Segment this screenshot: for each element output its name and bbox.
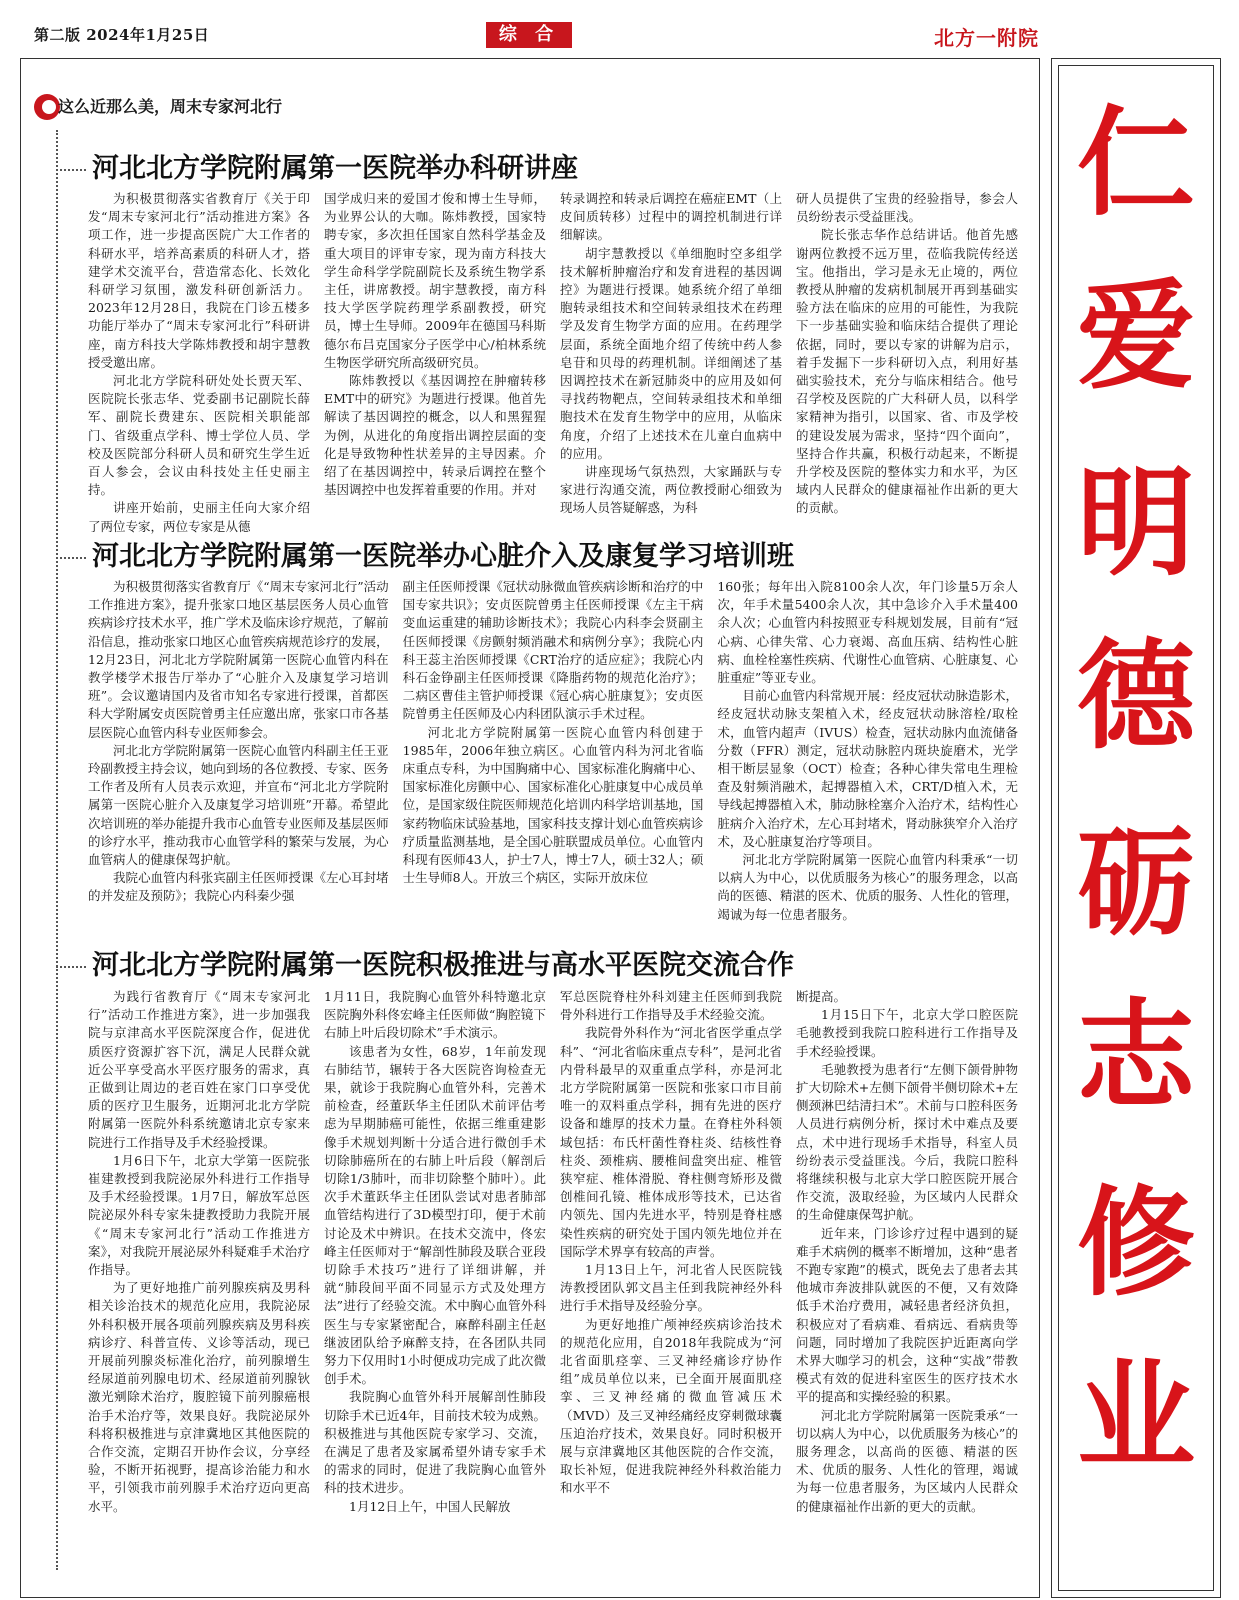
paragraph: 军总医院脊柱外科刘建主任医师到我院骨外科进行工作指导及手术经验交流。 <box>560 989 782 1023</box>
paragraph: 讲座开始前，史丽主任向大家介绍了两位专家，两位专家是从德 <box>88 500 310 534</box>
paragraph: 国学成归来的爱国才俊和博士生导师，为业界公认的大咖。陈炜教授，国家特聘专家，多次担任国家自然科学基金及重大项目的评审专家，现为南方科技大学生命科学学院副院长及系统生物学系主任，讲席教授。胡宇慧教授，南方科技大学医学院药理学系副教授，研究员，博士生导师。2009年在德国马科斯德尔布吕克国家分子医学中心/柏林系统生物医学研究所高级研究员。 <box>324 191 546 370</box>
paragraph: 胡宇慧教授以《单细胞时空多组学技术解析肿瘤治疗和发育进程的基因调控》为题进行授课。她系统介绍了单细胞转录组技术和空间转录组技术在药理学及发育生物学方面的应用。在药理学层面，系统全面地介绍了传统中药人参皂苷和贝母的药理机制。详细阐述了基因调控技术在新冠肺炎中的应用及如何寻找药物靶点，空间转录组技术和单细胞技术在发育生物学中的应用，从临床角度，介绍了上述技术在儿童白血病中的应用。 <box>560 245 782 461</box>
paragraph: 我院胸心血管外科开展解剖性肺段切除手术已近4年，目前技术较为成熟。积极推进与其他医院专家学习、交流，在满足了患者及家属希望外请专家手术的需求的同时，促进了我院胸心血管外科的技术进步。 <box>324 1389 546 1496</box>
paragraph: 副主任医师授课《冠状动脉微血管疾病诊断和治疗的中国专家共识》；安贞医院曾勇主任医师授课《左主干病变血运重建的辅助诊断技术》；我院心内科李会贤副主任医师授课《房颤射频消融术和病例分享》；我院心内科王蕊主治医师授课《CRT治疗的适应症》；我院心内科石金铮副主任医师授课《降脂药物的规范化治疗》；二病区曹佳主管护师授课《冠心病心脏康复》；安贞医院曾勇主任医师及心内科团队演示手术过程。 <box>402 579 704 722</box>
paragraph: 该患者为女性，68岁，1年前发现右肺结节，辗转于各大医院咨询检查无果，就诊于我院胸心血管外科，完善术前检查，经董跃华主任团队术前评估考虑为早期肺癌可能性，依据三维重建影像手术规划判断十分适合进行微创手术切除肺癌所在的右肺上叶后段（解剖后切除1/3肺叶，而非切除整个肺叶）。此次手术董跃华主任团队尝试对患者肺部血管结构进行了3D模型打印，便于术前讨论及术中辨识。在技术交流中，佟宏峰主任医师对于“解剖性肺段及联合亚段切除手术技巧”进行了详细讲解，并就“肺段间平面不同显示方式及处理方法”进行了经验交流。术中胸心血管外科医生与专家紧密配合，麻醉科副主任赵继波团队给予麻醉支持，在各团队共同努力下仅用时1小时便成功完成了此次微创手术。 <box>324 1043 546 1387</box>
paragraph: 讲座现场气氛热烈，大家踊跃与专家进行沟通交流，两位教授耐心细致为现场人员答疑解惑，为科 <box>560 464 782 516</box>
masthead <box>0 0 1239 56</box>
paragraph: 研人员提供了宝贵的经验指导，参会人员纷纷表示受益匪浅。 <box>796 191 1018 225</box>
section-label: 综 合 <box>486 22 572 48</box>
column-logo-icon <box>34 94 60 120</box>
slogan-panel <box>1051 58 1221 1598</box>
article-1-headline: 河北北方学院附属第一医院举办科研讲座 <box>56 146 578 185</box>
paragraph: 目前心血管内科常规开展：经皮冠状动脉造影术，经皮冠状动脉支架植入术，经皮冠状动脉溶栓/取栓术，血管内超声（IVUS）检查，冠状动脉内血流储备分数（FFR）测定，冠状动脉腔内斑块旋磨术，光学相干断层显象（OCT）检查；各种心律失常电生理检查及射频消融术，起搏器植入术，CRT/D植入术，无导线起搏器植入术，肺动脉栓塞介入治疗术，结构性心脏病介入治疗术，左心耳封堵术，肾动脉狭窄介入治疗术，及心脏康复治疗等项目。 <box>717 688 1019 849</box>
article-column <box>324 190 546 522</box>
paragraph: 为积极贯彻落实省教育厅《“周末专家河北行”活动工作推进方案》，提升张家口地区基层医务人员心血管疾病诊疗技术水平，推广学术及临床诊疗规范，了解前沿信息，推动张家口地区心血管疾病规范诊疗的发展，12月23日，河北北方学院附属第一医院心血管内科在教学楼学术报告厅举办了“心脏介入及康复学习培训班”。会议邀请国内及省市知名专家进行授课，首都医科大学附属安贞医院曾勇主任应邀出席，张家口市各基层医院心血管内科专业医师参会。 <box>88 579 389 740</box>
paragraph: 河北北方学院附属第一医院秉承“一切以病人为中心，以优质服务为核心”的服务理念，以高尚的医德、精湛的医术、优质的服务、人性化的管理，竭诚为每一位患者服务，为区域内人民群众的健康福祉作出新的更大的贡献。 <box>796 1407 1018 1514</box>
slogan-char: 砺 <box>1076 814 1195 952</box>
slogan-char: 爱 <box>1076 267 1195 405</box>
article-2-body <box>88 578 1018 932</box>
paragraph: 1月15日下午，北京大学口腔医院毛驰教授到我院口腔科进行工作指导及手术经验授课。 <box>796 1007 1018 1059</box>
article-3-headline: 河北北方学院附属第一医院积极推进与高水平医院交流合作 <box>56 943 794 982</box>
paragraph: 近年来，门诊诊疗过程中遇到的疑难手术病例的概率不断增加，这种“患者不跑专家跑”的模式，既免去了患者去其他城市奔波排队就医的不便，又有效降低手术治疗费用，减轻患者经济负担，积极应对了看病难、看病远、看病贵等问题，同时增加了我院医护近距离向学术界大咖学习的机会，这种“实战”带教模式有效的促进科室医生的医疗技术水平的提高和实操经验的积累。 <box>796 1225 1018 1405</box>
dotted-guide-line <box>56 130 58 1570</box>
article-2-headline: 河北北方学院附属第一医院举办心脏介入及康复学习培训班 <box>56 534 794 573</box>
paragraph: 为践行省教育厅《“周末专家河北行”活动工作推进方案》，进一步加强我院与京津高水平医院深度合作，促进优质医疗资源扩容下沉，满足人民群众就近公平享受高水平医疗服务的需求，真正做到让周边的老百姓在家门口享受优质的医疗卫生服务，近期河北北方学院附属第一医院外科系统邀请北京专家来院进行工作指导及手术经验授课。 <box>88 989 310 1150</box>
article-column <box>560 988 782 1588</box>
paragraph: 1月6日下午，北京大学第一医院张崔建教授到我院泌尿外科进行工作指导及手术经验授课。1月7日，解放军总医院泌尿外科专家朱捷教授助力我院开展《“周末专家河北行”活动工作推进方案》，对我院开展泌尿外科疑难手术治疗作指导。 <box>88 1152 310 1278</box>
slogan-char: 修 <box>1076 1174 1195 1312</box>
article-1-body <box>88 190 1018 534</box>
paragraph: 转录调控和转录后调控在癌症EMT（上皮间质转移）过程中的调控机制进行详细解读。 <box>560 191 782 243</box>
edition-date: 第二版 2024年1月25日 <box>34 26 210 44</box>
paragraph: 毛驰教授为患者行“左侧下颌骨肿物扩大切除术+左侧下颌骨半侧切除术+左侧颈淋巴结清扫术”。术前与口腔科医务人员进行病例分析，探讨术中难点及要点，术中进行现场手术指导，科室人员纷纷表示受益匪浅。今后，我院口腔科将继续积极与北京大学口腔医院开展合作交流，汲取经验，为区域内人民群众的生命健康保驾护航。 <box>796 1061 1018 1223</box>
article-column <box>796 190 1018 522</box>
paragraph: 断提高。 <box>796 989 847 1004</box>
article-column <box>796 988 1018 1588</box>
paper-name: 北方一附院 <box>934 26 1039 50</box>
paragraph: 为更好地推广颅神经疾病诊治技术的规范化应用，自2018年我院成为“河北省面肌痉挛、三叉神经痛诊疗协作组”成员单位以来，已全面开展面肌痉挛、三叉神经痛的微血管减压术（MVD）及三叉神经痛经皮穿刺微球囊压迫治疗技术，效果良好。同时积极开展与京津冀地区其他医院的合作交流，取长补短，促进我院神经外科救治能力和水平不 <box>560 1316 782 1496</box>
slogan-char: 德 <box>1076 627 1195 765</box>
column-title: 这么近那么美，周末专家河北行 <box>58 97 283 116</box>
article-column <box>88 190 310 534</box>
paragraph: 1月13日上午，河北省人民医院钱涛教授团队郭文昌主任到我院神经外科进行手术指导及经验分享。 <box>560 1262 782 1314</box>
article-3-body <box>88 988 1018 1588</box>
paragraph: 河北北方学院附属第一医院心血管内科副主任王亚玲副教授主持会议，她向到场的各位教授、专家、医务工作者及所有人员表示欢迎，并宣布“河北北方学院附属第一医院心脏介入及康复学习培训班”开幕。希望此次培训班的举办能提升我市心血管专业医师及基层医师的诊疗水平，推动我市心血管学科的繁荣与发展，为心血管病人的健康保驾护航。 <box>88 742 389 868</box>
article-column <box>717 578 1018 932</box>
paragraph: 我院骨外科作为“河北省医学重点学科”、“河北省临床重点专科”，是河北省内骨科最早的双重重点学科，亦是河北北方学院附属第一医院和张家口市目前唯一的双料重点学科，拥有先进的医疗设备和雄厚的技术力量。在脊柱外科领域包括：布氏杆菌性脊柱炎、结核性脊柱炎、颈椎病、腰椎间盘突出症、椎管狭窄症、椎体滑脱、脊柱侧弯矫形及微创椎间孔镜、椎体成形等技术，已达省内领先、国内先进水平，特别是脊柱感染性疾病的研究处于国内领先地位并在国际学术界享有较高的声誉。 <box>560 1025 782 1259</box>
paragraph: 我院心血管内科张宾副主任医师授课《左心耳封堵的并发症及预防》；我院心内科秦少强 <box>88 870 389 904</box>
paragraph: 河北北方学院科研处处长贾天军、医院院长张志华、党委副书记副院长薛军、副院长费建东、医院相关职能部门、省级重点学科、博士学位人员、学校及医院部分科研人员和研究生学生近百人参会，会议由科技处主任史丽主持。 <box>88 373 310 498</box>
article-column <box>324 988 546 1588</box>
article-column <box>560 190 782 522</box>
paragraph: 为积极贯彻落实省教育厅《关于印发“周末专家河北行”活动推进方案》各项工作，进一步提高医院广大工作者的科研水平，培养高素质的科研人才，搭建学术交流平台，营造常态化、长效化科研学习氛围，激发科研创新活力。2023年12月28日，我院在门诊五楼多功能厅举办了“周末专家河北行”科研讲座，南方科技大学陈炜教授和胡宇慧教授受邀出席。 <box>88 191 310 370</box>
slogan-char: 业 <box>1076 1347 1195 1485</box>
paragraph: 1月11日，我院胸心血管外科特邀北京医院胸外科佟宏峰主任医师做“胸腔镜下右肺上叶后段切除术”手术演示。 <box>324 989 546 1041</box>
slogan-char: 志 <box>1076 987 1195 1125</box>
slogan-char: 仁 <box>1076 94 1195 232</box>
paragraph: 为了更好地推广前列腺疾病及男科相关诊治技术的规范化应用，我院泌尿外科积极开展各项前列腺疾病及男科疾病诊疗、科普宣传、义诊等活动，现已开展前列腺炎标准化治疗，前列腺增生经尿道前列腺电切术、经尿道前列腺钬激光剜除术治疗，腹腔镜下前列腺癌根治手术治疗等，效果良好。我院泌尿外科将积极推进与京津冀地区其他医院的合作交流，定期召开协作会议，分享经验，不断开拓视野，提高诊治能力和水平，引领我市前列腺手术治疗迈向更高水平。 <box>88 1280 310 1514</box>
paragraph: 陈炜教授以《基因调控在肿瘤转移EMT中的研究》为题进行授课。他首先解读了基因调控的概念，以人和黑猩猩为例，从进化的角度指出调控层面的变化是导致物种性状差异的主导因素。介绍了在基因调控中，转录后调控在整个基因调控中也发挥着重要的作用。并对 <box>324 373 546 498</box>
article-column <box>88 988 310 1588</box>
paragraph: 河北北方学院附属第一医院心血管内科创建于1985年，2006年独立病区。心血管内科为河北省临床重点专科，为中国胸痛中心、国家标准化胸痛中心、国家标准化房颤中心、国家标准化心脏康复中心成员单位，是国家级住院医师规范化培训内科学培训基地，国家药物临床试验基地，国家科技支撑计划心血管疾病诊疗质量监测基地，是全国心脏联盟成员单位。心血管内科现有医师43人，护士7人，博士7人，硕士32人；硕士生导师8人。开放三个病区，实际开放床位 <box>402 724 704 886</box>
paragraph: 河北北方学院附属第一医院心血管内科秉承“一切以病人为中心，以优质服务为核心”的服务理念，以高尚的医德、精湛的医术、优质的服务、人性化的管理，竭诚为每一位患者服务。 <box>717 852 1019 922</box>
article-column <box>403 578 704 932</box>
paragraph: 1月12日上午，中国人民解放 <box>349 1498 511 1514</box>
paragraph: 160张；每年出入院8100余人次，年门诊量5万余人次，年手术量5400余人次，其中急诊介入手术量400余人次；心血管内科按照亚专科规划发展，目前有“冠心病、心律失常、心力衰竭、高血压病、结构性心脏病、血栓栓塞性疾病、代谢性心血管病、心脏康复、心脏重症”等亚专业。 <box>717 579 1019 686</box>
paragraph: 院长张志华作总结讲话。他首先感谢两位教授不远万里，莅临我院传经送宝。他指出，学习是永无止境的，两位教授从肿瘤的发病机制展开再到基础实验方法在临床的应用的可能性，为我院下一步基础实验和临床结合提供了理论依据，同时，要以专家的讲解为启示，着手发掘下一步科研切入点，利用好基础实验技术，充分与临床相结合。他号召学校及医院的广大科研人员，以科学家精神为指引，以国家、省、市及学校的建设发展为需求，坚持“四个面向”，坚持合作共赢，积极行动起来，不断提升学校及医院的整体实力和水平，为区域内人民群众的健康福祉作出新的更大的贡献。 <box>796 227 1018 516</box>
article-column <box>88 578 389 932</box>
slogan-char: 明 <box>1076 454 1195 592</box>
